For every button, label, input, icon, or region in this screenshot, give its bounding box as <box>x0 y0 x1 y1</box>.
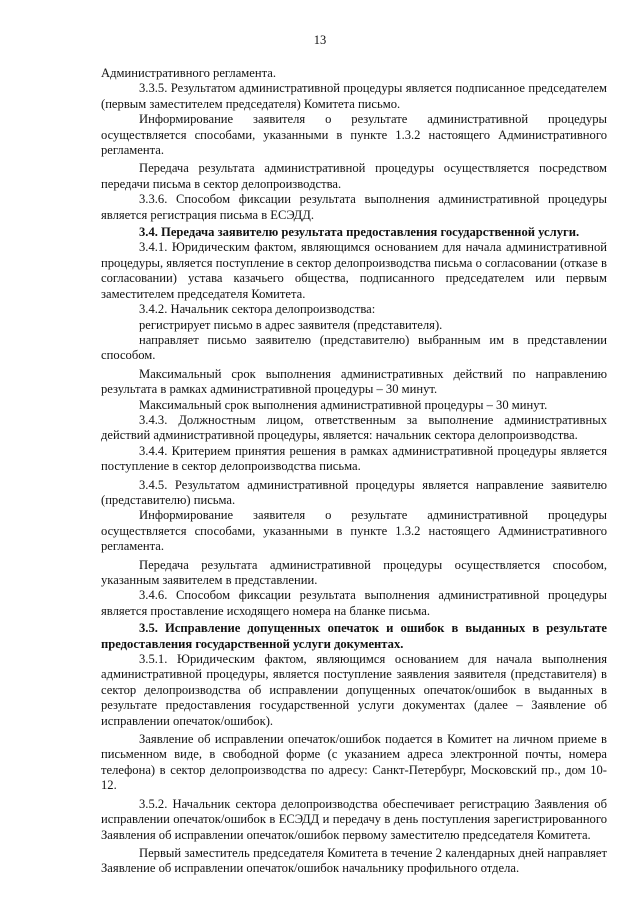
page-number: 13 <box>313 33 327 47</box>
paragraph: 3.4.5. Результатом административной процедуры является направление заявителю (представителю) письма. <box>101 477 607 507</box>
paragraph: регистрирует письмо в адрес заявителя (представителя). <box>139 317 443 332</box>
paragraph: 3.4.6. Способом фиксации результата выполнения административной процедуры является проставление исходящего номера на бланке письма. <box>101 588 607 618</box>
paragraph: направляет письмо заявителю (представителю) выбранным им в представлении способом. <box>101 332 607 363</box>
paragraph: 3.4.3. Должностным лицом, ответственным за выполнение административных действий административной процедуры, является: начальник сектора делопроизводства. <box>101 412 607 443</box>
paragraph: Передача результата административной процедуры осуществляется посредством передачи письма в сектор делопроизводства. <box>101 161 607 191</box>
paragraph: 3.4.2. Начальник сектора делопроизводства: <box>139 302 376 317</box>
paragraph: Заявление об исправлении опечаток/ошибок подается в Комитет на личном приеме в письменном виде, в свободной форме (с указанием адреса электронной почты, номера телефона) в сектор делопроизводства по адресу: Санкт-Петербург, Московский пр., дом 10-12. <box>101 732 607 793</box>
paragraph: Максимальный срок выполнения административной процедуры – 30 минут. <box>139 397 548 412</box>
paragraph: 3.4.1. Юридическим фактом, являющимся основанием для начала административной процедуры, является поступление в сектор делопроизводства письма о согласовании (отказе в согласовании) устава казачьего общества, подписанного председателем или первым заместителем председателя Комитета. <box>101 240 607 301</box>
section-heading: 3.4. Передача заявителю результата предоставления государственной услуги. <box>139 225 580 240</box>
paragraph: 3.3.5. Результатом административной процедуры является подписанное председателем (первым заместителем председателя) Комитета письмо. <box>101 81 607 111</box>
paragraph: 3.5.1. Юридическим фактом, являющимся основанием для начала выполнения административной процедуры, является поступление заявления заявителя (представителя) в сектор делопроизводства об исправлении допущенных опечаток/ошибок в выданных в результате предоставления государственной услуги документах (далее – Заявление об исправлении опечаток/ошибок). <box>101 652 607 728</box>
paragraph: Передача результата административной процедуры осуществляется способом, указанным заявителем в представлении. <box>101 557 607 587</box>
paragraph: Информирование заявителя о результате административной процедуры осуществляется способами, указанными в пункте 1.3.2 настоящего Административного регламента. <box>101 112 607 158</box>
paragraph: Первый заместитель председателя Комитета в течение 2 календарных дней направляет Заявление об исправлении опечаток/ошибок начальнику профильного отдела. <box>101 845 607 876</box>
paragraph: 3.5.2. Начальник сектора делопроизводства обеспечивает регистрацию Заявления об исправлении опечаток/ошибок в ЕСЭДД и передачу в день поступления зарегистрированного Заявления об исправлении опечаток/ошибок первому заместителю председателя Комитета. <box>101 796 607 842</box>
section-heading: 3.5. Исправление допущенных опечаток и ошибок в выданных в результате предоставления государственной услуги документах. <box>101 621 607 651</box>
paragraph: 3.4.4. Критерием принятия решения в рамках административной процедуры является поступление в сектор делопроизводства письма. <box>101 443 607 474</box>
document-body <box>101 66 607 877</box>
paragraph: Информирование заявителя о результате административной процедуры осуществляется способами, указанными в пункте 1.3.2 настоящего Административного регламента. <box>101 508 607 554</box>
paragraph: 3.3.6. Способом фиксации результата выполнения административной процедуры является регистрация письма в ЕСЭДД. <box>101 192 607 222</box>
paragraph: Административного регламента. <box>101 66 277 80</box>
paragraph: Максимальный срок выполнения административных действий по направлению результата в рамках административной процедуры – 30 минут. <box>101 366 607 397</box>
